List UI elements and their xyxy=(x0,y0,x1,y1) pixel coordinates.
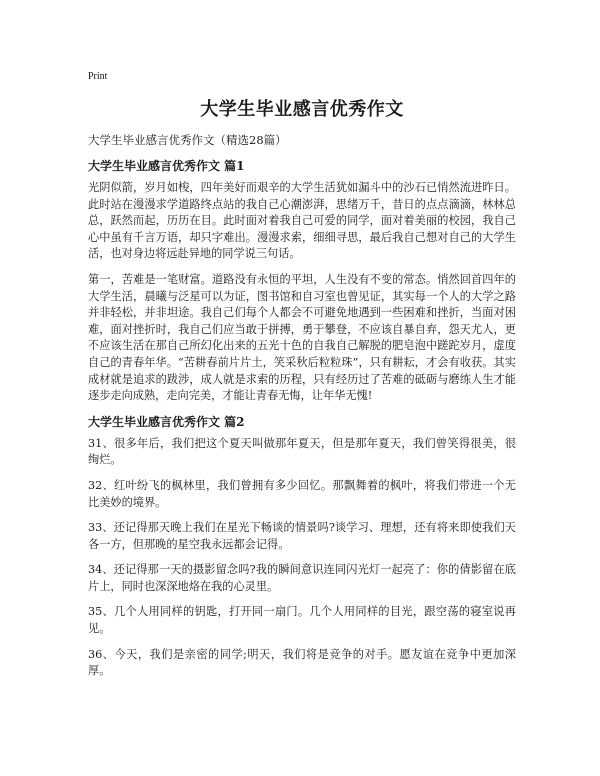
section-heading: 大学生毕业感言优秀作文 篇1 xyxy=(88,159,245,173)
paragraph: 36、今天，我们是亲密的同学;明天，我们将是竞争的对手。愿友谊在竞争中更加深厚。 xyxy=(88,647,516,678)
section-heading: 大学生毕业感言优秀作文 篇2 xyxy=(88,414,245,429)
subtitle: 大学生毕业感言优秀作文（精选28篇） xyxy=(88,133,287,147)
paragraph: 34、还记得那一天的摄影留念吗?我的瞬间意识连同闪光灯一起亮了：你的倩影留在底片上，同时也深深地烙在我的心灵里。 xyxy=(88,563,516,593)
section-2 xyxy=(88,414,516,680)
print-label[interactable]: Print xyxy=(88,71,108,82)
page-title: 大学生毕业感言优秀作文 xyxy=(200,99,404,120)
document-page xyxy=(88,70,516,689)
paragraph: 光阴似箭，岁月如梭，四年美好而艰辛的大学生活犹如漏斗中的沙石已悄然流进昨日。此时站在漫漫求学道路终点站的我自己心潮澎湃，思绪万千，昔日的点点滴滴，林林总总，跃然而起，历历在目。此时面对着我自己可爱的同学，面对着美丽的校园，我自己心中虽有千言万语，却只字难出。漫漫求索，细细寻思，最后我自己想对自己的大学生活，也对身边将远赴异地的同学说三句话。 xyxy=(88,181,516,261)
paragraph: 33、还记得那天晚上我们在星光下畅谈的情景吗?谈学习、理想，还有将来即使我们天各一方，但那晚的星空我永远都会记得。 xyxy=(88,521,516,551)
paragraph: 31、很多年后，我们把这个夏天叫做那年夏天，但是那年夏天，我们曾笑得很美，很绚烂。 xyxy=(88,436,516,467)
paragraph: 32、红叶纷飞的枫林里，我们曾拥有多少回忆。那飘舞着的枫叶，将我们带进一个无比美妙的境界。 xyxy=(88,478,516,509)
paragraph: 第一，苦难是一笔财富。道路没有永恒的平坦，人生没有不变的常态。悄然回首四年的大学生活，晨曦与泛星可以为证，图书馆和自习室也曾见证，其实每一个人的大学之路并非轻松，并非坦途。我自己们每个人都会不可避免地遇到一些困难和挫折，当面对困难，面对挫折时，我自己们应当敢于拼搏，勇于攀登，不应该自暴自弃，怨天尤人，更不应该生活在那自己所幻化出来的五光十色的自我自己解脱的肥皂泡中蹉跎岁月，虚度自己的青春年华。“苦耕春前片片土，笑采秋后粒粒珠”，只有耕耘，才会有收获。其实成材就是追求的跋涉，成人就是求索的历程，只有经历过了苦难的砥砺与磨练人生才能逐步走向成熟，走向完美，才能让青春无悔，让年华无愧! xyxy=(88,272,516,403)
paragraph: 35、几个人用同样的钥匙，打开同一扇门。几个人用同样的目光，跟空荡的寝室说再见。 xyxy=(88,605,516,636)
section-1 xyxy=(88,158,516,405)
